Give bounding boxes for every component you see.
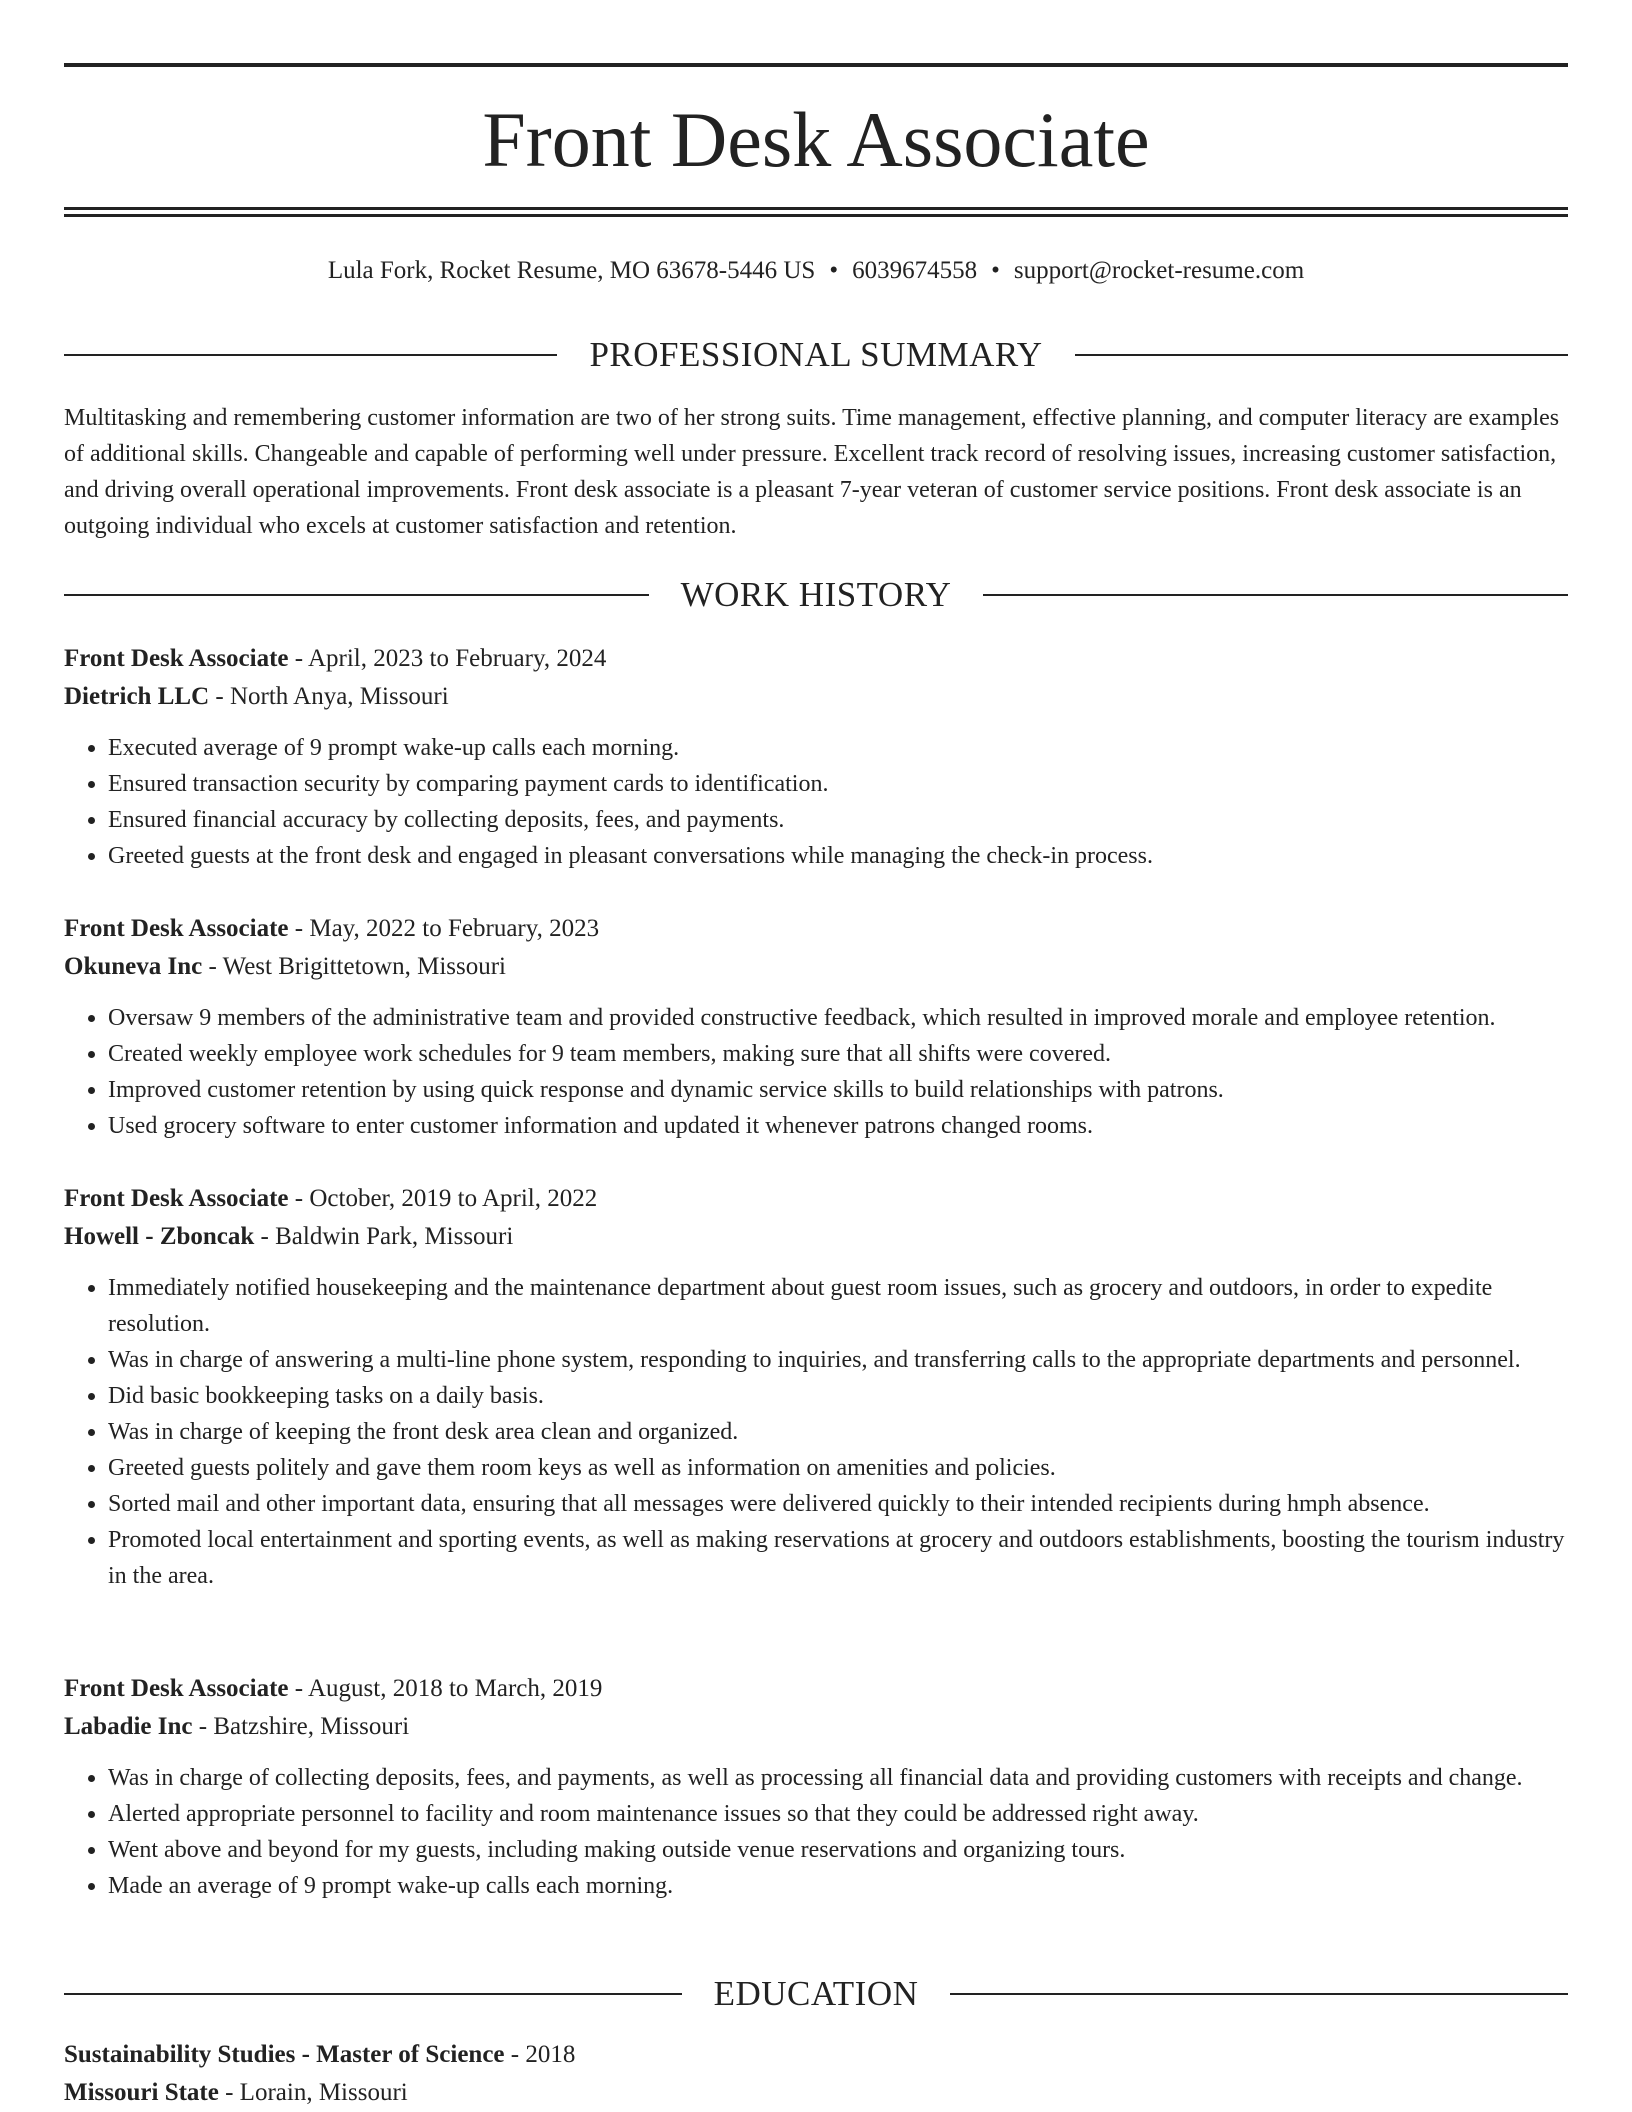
- job-bullet: • Made an average of 9 prompt wake-up calls each morning.: [108, 1868, 1568, 1904]
- education-school: Missouri State: [64, 2079, 219, 2106]
- job-bullet: • Was in charge of keeping the front desk area clean and organized.: [108, 1414, 1568, 1450]
- job-dates: - May, 2022 to February, 2023: [288, 915, 600, 942]
- job-title-line: [64, 640, 1568, 678]
- contact-separator: •: [829, 257, 839, 284]
- job-entry: [64, 910, 1568, 1144]
- job-title: Front Desk Associate: [64, 1185, 289, 1212]
- job-bullet: • Improved customer retention by using quick response and dynamic service skills to build relationships with patrons.: [108, 1072, 1568, 1108]
- contact-address: Lula Fork, Rocket Resume, MO 63678-5446 US: [327, 257, 816, 284]
- job-bullet: • Created weekly employee work schedules for 9 team members, making sure that all shifts were covered.: [108, 1036, 1568, 1072]
- job-title-line: [64, 1180, 1568, 1218]
- job-bullet: • Ensured transaction security by comparing payment cards to identification.: [108, 766, 1568, 802]
- job-company: Okuneva Inc: [64, 953, 203, 980]
- job-company: Labadie Inc: [64, 1713, 193, 1740]
- job-location: - Batzshire, Missouri: [192, 1713, 410, 1740]
- job-company-line: [64, 678, 1568, 716]
- job-location: - North Anya, Missouri: [209, 683, 449, 710]
- contact-line: [64, 254, 1568, 288]
- job-bullet: • Oversaw 9 members of the administrative team and provided constructive feedback, which resulted in improved morale and employee retention.: [108, 1000, 1568, 1036]
- section-header-summary: [64, 333, 1568, 377]
- job-entry: [64, 1180, 1568, 1594]
- job-company: Howell - Zboncak: [64, 1223, 255, 1250]
- section-rule: [983, 594, 1568, 596]
- job-company: Dietrich LLC: [64, 683, 210, 710]
- resume-title: Front Desk Associate: [482, 96, 1150, 183]
- job-bullet: • Was in charge of collecting deposits, fees, and payments, as well as processing all financial data and providing customers with receipts and change.: [108, 1760, 1568, 1796]
- education-degree: Sustainability Studies - Master of Science: [64, 2041, 505, 2068]
- job-dates: - October, 2019 to April, 2022: [288, 1185, 598, 1212]
- education-degree-line: [64, 2036, 1568, 2074]
- job-bullet: • Did basic bookkeeping tasks on a daily basis.: [108, 1378, 1568, 1414]
- job-bullets: [64, 1270, 1568, 1594]
- job-title-line: [64, 910, 1568, 948]
- section-title: EDUCATION: [713, 1974, 919, 2013]
- job-entry: [64, 640, 1568, 874]
- section-rule: [64, 354, 557, 356]
- section-rule: [1075, 354, 1568, 356]
- contact-phone: 6039674558: [852, 257, 978, 284]
- education-entry: [64, 2036, 1568, 2112]
- job-location: - West Brigittetown, Missouri: [202, 953, 507, 980]
- job-bullet: • Alerted appropriate personnel to facility and room maintenance issues so that they could be addressed right away.: [108, 1796, 1568, 1832]
- job-bullet: • Used grocery software to enter customer information and updated it whenever patrons changed rooms.: [108, 1108, 1568, 1144]
- job-bullet: • Greeted guests politely and gave them room keys as well as information on amenities and policies.: [108, 1450, 1568, 1486]
- contact-email: support@rocket-resume.com: [1013, 257, 1305, 284]
- job-bullets: [64, 730, 1568, 874]
- job-dates: - April, 2023 to February, 2024: [288, 645, 607, 672]
- job-bullet: • Greeted guests at the front desk and engaged in pleasant conversations while managing the check-in process.: [108, 838, 1568, 874]
- education-school-line: [64, 2074, 1568, 2112]
- job-bullets: [64, 1000, 1568, 1144]
- section-header-education: [64, 1972, 1568, 2016]
- section-header-work-history: [64, 573, 1568, 617]
- title-rule-lower: [64, 214, 1568, 217]
- job-title: Front Desk Associate: [64, 915, 289, 942]
- section-title: WORK HISTORY: [680, 575, 952, 614]
- section-title: PROFESSIONAL SUMMARY: [589, 335, 1043, 374]
- job-title: Front Desk Associate: [64, 1675, 289, 1702]
- contact-separator: •: [991, 257, 1000, 284]
- summary-text: Multitasking and remembering customer information are two of her strong suits. Time management, effective planning, and computer literacy are examples of additional skills. Changeable and capable of performing well under pressure. Excellent track record of resolving issues, increasing customer satisfaction, and driving overall operational improvements. Front desk associate is a pleasant 7-year veteran of customer service positions. Front desk associate is an outgoing individual who excels at customer satisfaction and retention.: [64, 405, 1560, 539]
- job-bullet: • Went above and beyond for my guests, including making outside venue reservations and organizing tours.: [108, 1832, 1568, 1868]
- section-rule: [950, 1993, 1568, 1995]
- section-rule: [64, 1993, 682, 1995]
- job-title-line: [64, 1670, 1568, 1708]
- job-bullet: • Executed average of 9 prompt wake-up calls each morning.: [108, 730, 1568, 766]
- job-company-line: [64, 948, 1568, 986]
- title-rule-upper: [64, 207, 1568, 210]
- job-bullet: • Sorted mail and other important data, ensuring that all messages were delivered quickly to their intended recipients during hmph absence.: [108, 1486, 1568, 1522]
- section-rule: [64, 594, 649, 596]
- education-location: - Lorain, Missouri: [218, 2079, 408, 2106]
- job-title: Front Desk Associate: [64, 645, 289, 672]
- education-year: - 2018: [504, 2041, 576, 2068]
- job-bullet: • Was in charge of answering a multi-line phone system, responding to inquiries, and transferring calls to the appropriate departments and personnel.: [108, 1342, 1568, 1378]
- job-bullet: • Ensured financial accuracy by collecting deposits, fees, and payments.: [108, 802, 1568, 838]
- job-company-line: [64, 1708, 1568, 1746]
- job-company-line: [64, 1218, 1568, 1256]
- job-bullet: • Promoted local entertainment and sporting events, as well as making reservations at grocery and outdoors establishments, boosting the tourism industry in the area.: [108, 1522, 1568, 1594]
- job-entry: [64, 1670, 1568, 1904]
- job-bullets: [64, 1760, 1568, 1904]
- job-location: - Baldwin Park, Missouri: [254, 1223, 514, 1250]
- job-bullet: • Immediately notified housekeeping and the maintenance department about guest room issues, such as grocery and outdoors, in order to expedite resolution.: [108, 1270, 1568, 1342]
- job-dates: - August, 2018 to March, 2019: [288, 1675, 603, 1702]
- top-rule: [64, 63, 1568, 67]
